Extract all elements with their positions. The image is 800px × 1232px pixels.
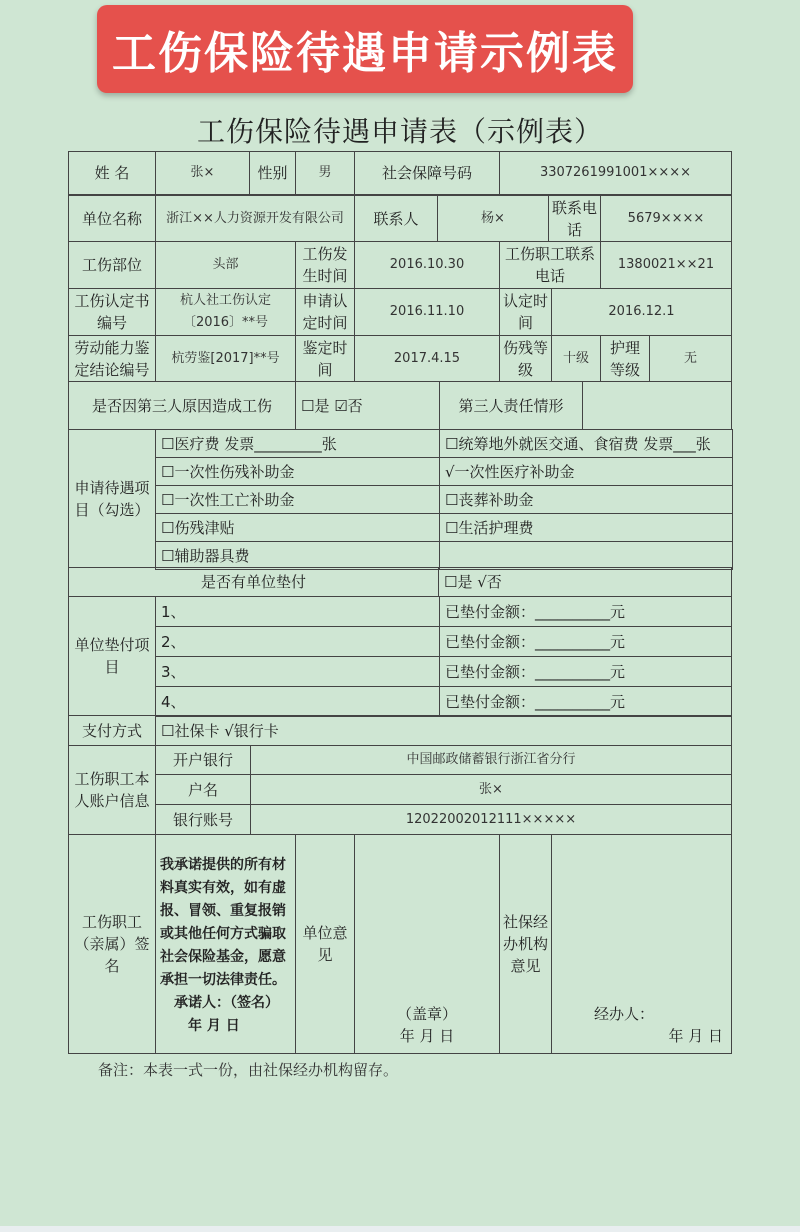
apply-item-option	[439, 541, 733, 570]
value-injury-date: 2016.10.30	[354, 241, 500, 289]
label-contact: 联系人	[354, 195, 438, 242]
unit-seal: （盖章）	[396, 1005, 457, 1023]
value-contact-phone: 5679××××	[600, 195, 732, 242]
apply-item-option[interactable]: ☐一次性工亡补助金	[155, 485, 440, 514]
advance-item-number[interactable]: 4、	[155, 686, 440, 717]
banner-title: 工伤保险待遇申请示例表	[97, 5, 633, 93]
pay-method-options[interactable]: ☐社保卡 √银行卡	[155, 715, 732, 746]
label-third-party: 是否因第三人原因造成工伤	[68, 381, 296, 430]
value-apply-date: 2016.11.10	[354, 288, 500, 336]
page-bottom-strip	[0, 1226, 800, 1232]
advance-item-number[interactable]: 2、	[155, 626, 440, 657]
label-acct-name: 户名	[155, 774, 251, 805]
value-contact: 杨×	[437, 195, 549, 242]
value-care-level: 无	[649, 335, 732, 382]
value-ssn: 3307261991001××××	[499, 151, 732, 195]
label-care-level: 护理等级	[600, 335, 650, 382]
label-employer: 单位名称	[68, 195, 156, 242]
label-pay-method: 支付方式	[68, 715, 156, 746]
value-bank: 中国邮政储蓄银行浙江省分行	[250, 745, 732, 775]
label-acct-no: 银行账号	[155, 804, 251, 835]
label-third-party-duty: 第三人责任情形	[439, 381, 583, 430]
commitment-block	[155, 834, 296, 1054]
apply-item-option[interactable]: ☐生活护理费	[439, 513, 733, 542]
label-advance-question: 是否有单位垫付	[68, 567, 439, 597]
label-ssn: 社会保障号码	[354, 151, 500, 195]
label-agency-opinion: 社保经办机构意见	[499, 834, 552, 1054]
value-cert-date: 2016.12.1	[551, 288, 732, 336]
footnote: 备注：本表一式一份，由社保经办机构留存。	[98, 1061, 399, 1079]
agency-handler: 经办人：	[594, 1005, 655, 1023]
label-signer: 工伤职工（亲属）签名	[68, 834, 156, 1054]
value-worker-phone: 1380021××21	[600, 241, 732, 289]
label-account-info: 工伤职工本人账户信息	[68, 745, 156, 835]
third-party-options[interactable]: ☐是 ☑否	[295, 381, 440, 430]
label-ability-no: 劳动能力鉴定结论编号	[68, 335, 156, 382]
value-gender: 男	[295, 151, 355, 195]
value-third-party-duty	[582, 381, 732, 430]
agency-opinion-area[interactable]	[551, 834, 732, 1054]
value-acct-no: 12022002012111×××××	[250, 804, 732, 835]
value-name: 张×	[155, 151, 250, 195]
label-contact-phone: 联系电话	[548, 195, 601, 242]
unit-date: 年 月 日	[399, 1027, 455, 1045]
label-injury-part: 工伤部位	[68, 241, 156, 289]
label-injury-date: 工伤发生时间	[295, 241, 355, 289]
value-cert-no: 杭人社工伤认定〔2016〕**号	[155, 288, 296, 336]
label-apply-items: 申请待遇项目（勾选）	[68, 429, 156, 568]
advance-options[interactable]: ☐是 √否	[438, 567, 732, 597]
advance-item-number[interactable]: 1、	[155, 596, 440, 627]
form-title: 工伤保险待遇申请表（示例表）	[196, 115, 603, 148]
value-injury-part: 头部	[155, 241, 296, 289]
agency-date: 年 月 日	[668, 1027, 723, 1045]
label-bank: 开户银行	[155, 745, 251, 775]
value-disability-level: 十级	[551, 335, 601, 382]
label-advance-items: 单位垫付项目	[68, 596, 156, 716]
application-form	[69, 152, 732, 1054]
value-ability-no: 杭劳鉴[2017]**号	[155, 335, 296, 382]
label-unit-opinion: 单位意见	[295, 834, 355, 1054]
apply-item-option[interactable]: ☐医疗费 发票_________张	[155, 429, 440, 458]
label-worker-phone: 工伤职工联系电话	[499, 241, 601, 289]
advance-item-number[interactable]: 3、	[155, 656, 440, 687]
commitment-signer: 承诺人：（签名）	[174, 995, 279, 1011]
advance-item-amount[interactable]: 已垫付金额：__________元	[439, 656, 732, 687]
label-name: 姓 名	[68, 151, 156, 195]
apply-item-option[interactable]: ☐伤残津贴	[155, 513, 440, 542]
advance-item-amount[interactable]: 已垫付金额：__________元	[439, 596, 732, 627]
unit-opinion-area[interactable]	[354, 834, 500, 1054]
advance-item-amount[interactable]: 已垫付金额：__________元	[439, 626, 732, 657]
value-appraisal-date: 2017.4.15	[354, 335, 500, 382]
advance-item-amount[interactable]: 已垫付金额：__________元	[439, 686, 732, 717]
apply-item-option[interactable]: ☐辅助器具费	[155, 541, 440, 570]
value-employer: 浙江××人力资源开发有限公司	[155, 195, 355, 242]
apply-item-option[interactable]: ☐丧葬补助金	[439, 485, 733, 514]
value-acct-name: 张×	[250, 774, 732, 805]
label-cert-no: 工伤认定书编号	[68, 288, 156, 336]
commitment-date: 年 月 日	[188, 1018, 240, 1034]
apply-item-option[interactable]: ☐一次性伤残补助金	[155, 457, 440, 486]
apply-item-option[interactable]: ☐统筹地外就医交通、食宿费 发票___张	[439, 429, 733, 458]
commitment-text: 我承诺提供的所有材料真实有效，如有虚报、冒领、重复报销或其他任何方式骗取社会保险基金，愿意承担一切法律责任。	[160, 857, 286, 988]
label-cert-date: 认定时间	[499, 288, 552, 336]
label-disability-level: 伤残等级	[499, 335, 552, 382]
label-apply-date: 申请认定时间	[295, 288, 355, 336]
label-gender: 性别	[249, 151, 296, 195]
label-appraisal-date: 鉴定时间	[295, 335, 355, 382]
apply-item-option[interactable]: √一次性医疗补助金	[439, 457, 733, 486]
